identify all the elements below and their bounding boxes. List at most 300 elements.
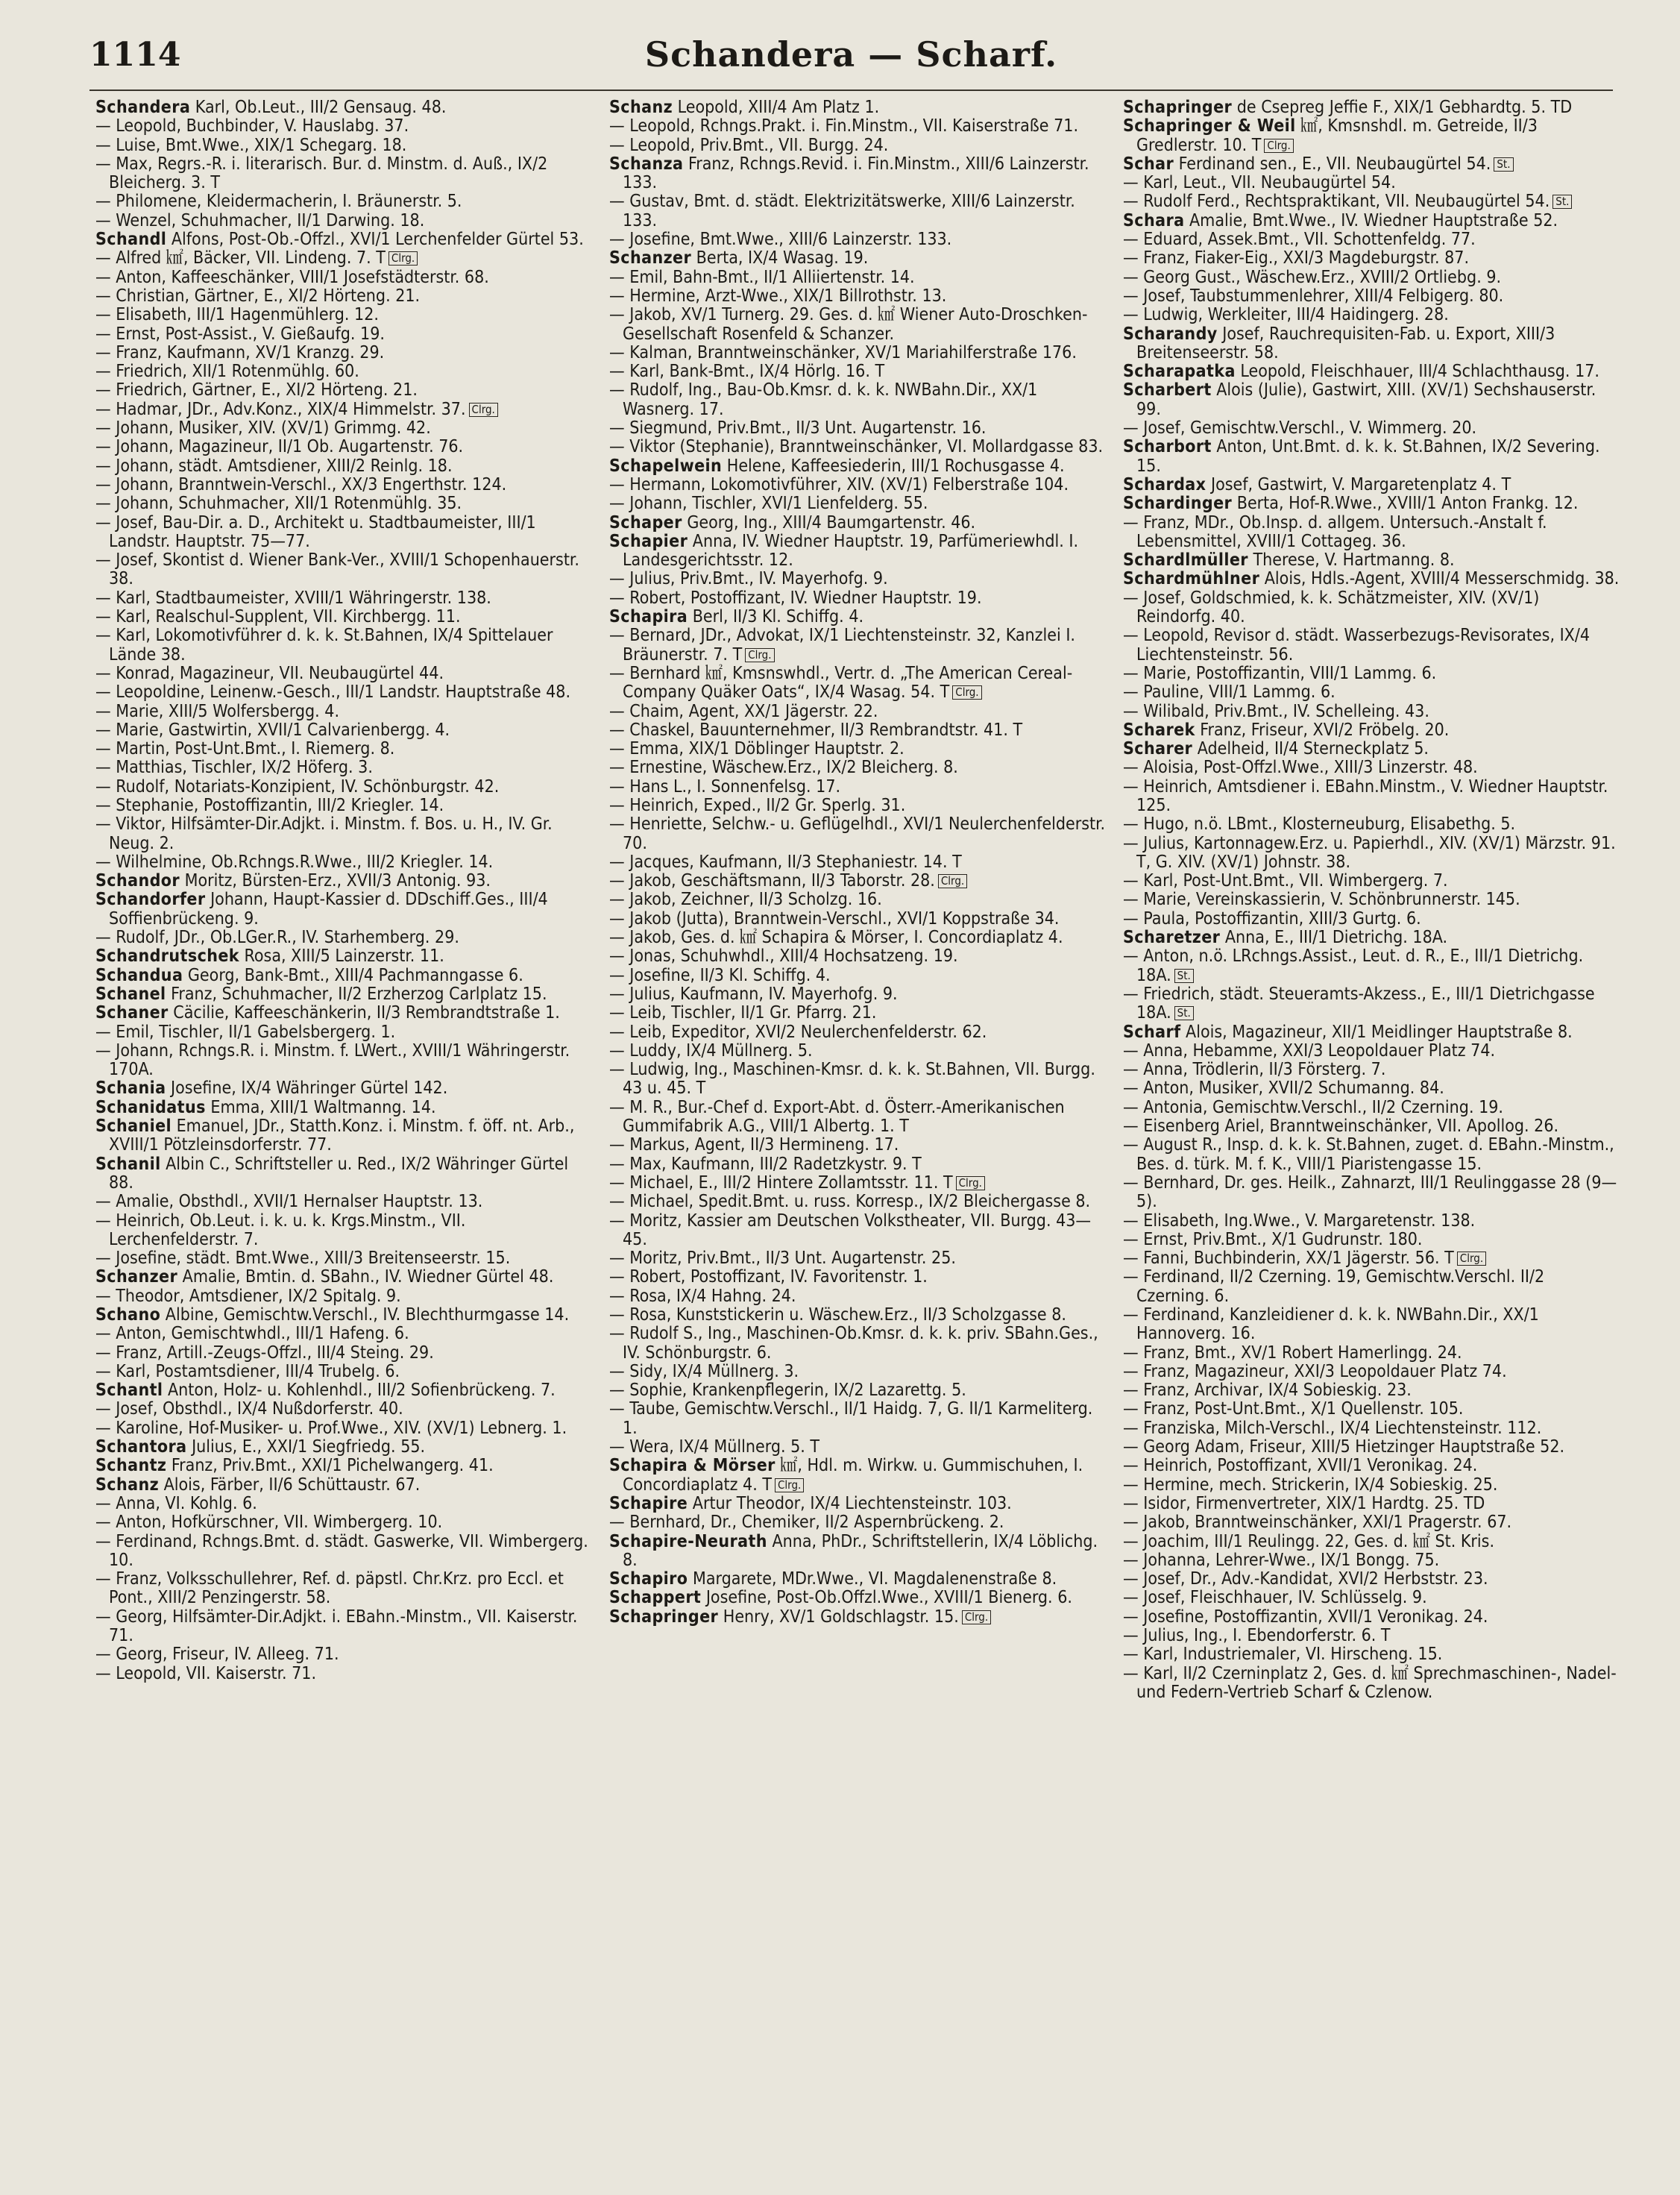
entry-surname: Schanidatus (95, 1097, 206, 1117)
entry-text: Karl, Ob.Leut., III/2 Gensaug. 48. (195, 98, 447, 117)
entry-text: — Anton, n.ö. LRchngs.Assist., Leut. d. R., E., III/1 Dietrichg. 18A. (1123, 946, 1584, 985)
directory-entry (95, 721, 593, 740)
entry-surname: Schania (95, 1078, 166, 1099)
directory-entry (1123, 683, 1620, 702)
entry-surname: Schantora (95, 1437, 187, 1457)
directory-entry (609, 98, 1107, 117)
entry-text: — Konrad, Magazineur, VII. Neubaugürtel 44. (95, 663, 444, 683)
entry-text: Margarete, MDr.Wwe., VI. Magdalenenstraße 8. (692, 1569, 1057, 1589)
directory-entry (1123, 192, 1620, 211)
entry-text: — Bernhard, Dr. ges. Heilk., Zahnarzt, III/1 Reulinggasse 28 (9—5). (1123, 1172, 1617, 1212)
entry-text: — Leopold, Buchbinder, V. Hauslabg. 37. (95, 116, 409, 136)
directory-entry (95, 401, 593, 419)
directory-entry (1123, 1231, 1620, 1249)
entry-text: — Bernhard, Dr., Chemiker, II/2 Aspernbrückeng. 2. (609, 1513, 1004, 1533)
directory-entry (1123, 1457, 1620, 1475)
entry-text: Alfons, Post-Ob.-Offzl., XVI/1 Lerchenfelder Gürtel 53. (171, 230, 584, 250)
entry-text: — Sidy, IX/4 Müllnerg. 3. (609, 1361, 799, 1381)
directory-entry (95, 1287, 593, 1306)
directory-entry (95, 230, 593, 249)
page-header (89, 30, 1613, 90)
directory-entry (1123, 1645, 1620, 1664)
entry-text: — Emma, XIX/1 Döblinger Hauptstr. 2. (609, 739, 905, 759)
directory-entry (95, 872, 593, 891)
entry-text: — Jakob, Ges. d. ㎢ Schapira & Mörser, I. Concordiaplatz 4. (609, 928, 1063, 948)
entry-text: — Anton, Musiker, XVII/2 Schumanng. 84. (1123, 1078, 1444, 1099)
directory-entry (95, 551, 593, 589)
directory-entry (609, 703, 1107, 721)
entry-text: — Leopold, Rchngs.Prakt. i. Fin.Minstm., VII. Kaiserstraße 71. (609, 116, 1079, 136)
directory-entry (609, 362, 1107, 381)
directory-entry (1123, 1099, 1620, 1117)
entry-text: — Karl, Postamtsdiener, III/4 Trubelg. 6. (95, 1361, 400, 1381)
entry-text: Therese, V. Hartmanng. 8. (1253, 550, 1455, 571)
directory-entry (95, 891, 593, 929)
entry-text: — Max, Regrs.-R. i. literarisch. Bur. d. Minstm. d. Auß., IX/2 Bleicherg. 3. T (95, 154, 548, 193)
directory-entry (95, 797, 593, 815)
entry-text: Anton, Unt.Bmt. d. k. k. St.Bahnen, IX/2 Severing. 15. (1136, 437, 1600, 476)
entry-text: — Georg, Friseur, IV. Alleeg. 71. (95, 1645, 339, 1665)
entry-tag-box: Clrg. (938, 874, 967, 888)
entry-surname: Schandera (95, 98, 191, 117)
entry-surname: Schaniel (95, 1117, 172, 1137)
entry-text: Anna, PhDr., Schriftstellerin, IX/4 Löblichg. 8. (623, 1531, 1098, 1570)
entry-text: — Josefine, städt. Bmt.Wwe., XIII/3 Breitenseerstr. 15. (95, 1249, 511, 1269)
directory-entry (609, 155, 1107, 193)
directory-entry (1123, 1381, 1620, 1400)
entry-text: — Jakob, XV/1 Turnerg. 29. Ges. d. ㎢ Wiener Auto-Droschken-Gesellschaft Rosenfeld & Schanzer. (609, 305, 1088, 344)
entry-text: — Ernestine, Wäschew.Erz., IX/2 Bleicherg. 8. (609, 758, 958, 778)
entry-surname: Scharbort (1123, 437, 1212, 457)
directory-entry (95, 494, 593, 513)
entry-text: — Robert, Postoffizant, IV. Favoritenstr. 1. (609, 1267, 928, 1287)
directory-entry (95, 1212, 593, 1250)
entry-text: — Johann, städt. Amtsdiener, XIII/2 Reinlg. 18. (95, 456, 453, 476)
entry-text: — Johann, Magazineur, II/1 Ob. Augartenstr. 76. (95, 437, 464, 457)
entry-tag-box: Clrg. (388, 251, 418, 266)
directory-entry (95, 98, 593, 117)
entry-text: — Alfred ㎢, Bäcker, VII. Lindeng. 7. T (95, 248, 386, 269)
header-rule (89, 90, 1613, 91)
entry-text: — Franz, Archivar, IX/4 Sobieskig. 23. (1123, 1381, 1412, 1401)
directory-entry (609, 344, 1107, 362)
entry-text: — Matthias, Tischler, IX/2 Höferg. 3. (95, 758, 373, 778)
entry-text: — Marie, Vereinskassierin, V. Schönbrunnerstr. 145. (1123, 890, 1520, 910)
directory-entry (95, 1665, 593, 1683)
directory-entry (609, 1438, 1107, 1457)
directory-entry (1123, 1268, 1620, 1306)
entry-text: — Aloisia, Post-Offzl.Wwe., XIII/3 Linzerstr. 48. (1123, 758, 1478, 778)
entry-text: — Hermine, mech. Strickerin, IX/4 Sobieskig. 25. (1123, 1475, 1498, 1495)
entry-text: — Marie, Gastwirtin, XVII/1 Calvarienbergg. 4. (95, 720, 450, 740)
directory-entry (609, 230, 1107, 249)
entry-text: — Wenzel, Schuhmacher, II/1 Darwing. 18. (95, 210, 425, 230)
directory-entry (95, 362, 593, 381)
directory-entry (1123, 1627, 1620, 1645)
entry-text: — Elisabeth, Ing.Wwe., V. Margaretenstr. 138. (1123, 1210, 1476, 1231)
entry-text: — Luddy, IX/4 Müllnerg. 5. (609, 1040, 813, 1061)
directory-entry (95, 1419, 593, 1438)
directory-entry (609, 117, 1107, 136)
entry-text: — Jakob, Branntweinschänker, XXI/1 Pragerstr. 67. (1123, 1513, 1512, 1533)
directory-entry (95, 1023, 593, 1042)
entry-text: — Kalman, Branntweinschänker, XV/1 Mariahilferstraße 176. (609, 342, 1077, 362)
directory-entry (1123, 947, 1620, 985)
entry-text: — Anna, Hebamme, XXI/3 Leopoldauer Platz 74. (1123, 1040, 1496, 1061)
directory-entry (1123, 117, 1620, 155)
directory-entry (609, 136, 1107, 155)
entry-text: — Johann, Branntwein-Verschl., XX/3 Engerthstr. 124. (95, 474, 507, 494)
entry-text: — Franz, Volksschullehrer, Ref. d. päpstl. Chr.Krz. pro Eccl. et Pont., XIII/2 Penzingerstr. 58. (95, 1569, 564, 1608)
directory-entry (609, 815, 1107, 853)
entry-text: Ferdinand sen., E., VII. Neubaugürtel 54. (1178, 154, 1491, 174)
directory-entry (609, 929, 1107, 947)
entry-text: — Georg Gust., Wäschew.Erz., XVIII/2 Ortliebg. 9. (1123, 267, 1502, 287)
entry-text: — Moritz, Priv.Bmt., II/3 Unt. Augartenstr. 25. (609, 1249, 956, 1269)
entry-text: — Hans L., I. Sonnenfelsg. 17. (609, 776, 841, 797)
directory-entry (609, 494, 1107, 513)
entry-text: Georg, Bank-Bmt., XIII/4 Pachmanngasse 6. (187, 965, 523, 985)
directory-entry (95, 1381, 593, 1400)
entry-text: — Franz, Kaufmann, XV/1 Kranzg. 29. (95, 342, 385, 362)
entry-text: Henry, XV/1 Goldschlagstr. 15. (723, 1607, 959, 1627)
directory-entry (609, 797, 1107, 815)
directory-entry (1123, 570, 1620, 588)
directory-entry (609, 1513, 1107, 1532)
entry-text: — Josef, Gemischtw.Verschl., V. Wimmerg. 20. (1123, 418, 1477, 439)
entry-text: — Paula, Postoffizantin, XIII/3 Gurtg. 6. (1123, 908, 1421, 929)
directory-entry (609, 1212, 1107, 1250)
directory-entry (609, 287, 1107, 306)
entry-tag-box: Clrg. (962, 1610, 991, 1624)
entry-surname: Schapringer (1123, 98, 1233, 117)
entry-text: — Marie, XIII/5 Wolfersbergg. 4. (95, 701, 340, 721)
entry-text: — Bernhard ㎢, Kmsnswhdl., Vertr. d. „The American Cereal-Company Quäker Oats“, IX/4 Wasag. 54. T (609, 663, 1073, 703)
directory-entry (1123, 438, 1620, 476)
entry-surname: Scharf (1123, 1022, 1181, 1042)
entry-surname: Schantz (95, 1456, 167, 1476)
directory-entry (1123, 721, 1620, 740)
directory-entry (609, 457, 1107, 476)
entry-text: Moritz, Bürsten-Erz., XVII/3 Antonig. 93. (184, 871, 491, 891)
entry-text: — Bernard, JDr., Advokat, IX/1 Liechtensteinstr. 32, Kanzlei I. Bräunerstr. 7. T (609, 626, 1075, 665)
directory-entry (1123, 249, 1620, 268)
entry-text: — Hadmar, JDr., Adv.Konz., XIX/4 Himmelstr. 37. (95, 399, 466, 419)
entry-tag-box: St. (1174, 1006, 1194, 1020)
entry-text: Amalie, Bmtin. d. SBahn., IV. Wiedner Gürtel 48. (182, 1267, 554, 1287)
entry-text: Alois, Magazineur, XII/1 Meidlinger Hauptstraße 8. (1186, 1022, 1573, 1042)
entry-text: — Franz, Bmt., XV/1 Robert Hamerlingg. 24. (1123, 1343, 1462, 1363)
directory-entry (1123, 551, 1620, 570)
entry-text: Cäcilie, Kaffeeschänkerin, II/3 Rembrandtstraße 1. (173, 1003, 560, 1023)
entry-text: — Anna, Trödlerin, II/3 Försterg. 7. (1123, 1060, 1386, 1080)
entry-text: — Joachim, III/1 Reulingg. 22, Ges. d. ㎢ St. Kris. (1123, 1531, 1495, 1551)
directory-entry (95, 269, 593, 287)
directory-entry (95, 1457, 593, 1475)
entry-text: — Franz, Artill.-Zeugs-Offzl., III/4 Steing. 29. (95, 1343, 434, 1363)
entry-text: — Rosa, IX/4 Hahng. 24. (609, 1286, 796, 1306)
entry-text: Alois, Färber, II/6 Schüttaustr. 67. (163, 1475, 421, 1495)
entry-text: — Johann, Schuhmacher, XII/1 Rotenmühlg. 35. (95, 494, 462, 514)
entry-text: — Antonia, Gemischtw.Verschl., II/2 Czerning. 19. (1123, 1097, 1503, 1117)
directory-entry (609, 1306, 1107, 1325)
entry-text: Rosa, XIII/5 Lainzerstr. 11. (244, 946, 444, 967)
entry-text: — Eduard, Assek.Bmt., VII. Schottenfeldg. 77. (1123, 230, 1476, 250)
directory-entry (95, 419, 593, 438)
directory-entry (609, 1457, 1107, 1495)
directory-entry (95, 985, 593, 1004)
entry-text: Georg, Ing., XIII/4 Baumgartenstr. 46. (687, 512, 976, 533)
directory-entry (609, 891, 1107, 909)
entry-surname: Schanzer (609, 248, 692, 269)
directory-entry (1123, 1174, 1620, 1212)
entry-text: — Heinrich, Amtsdiener i. EBahn.Minstm., V. Wiedner Hauptstr. 125. (1123, 776, 1608, 815)
entry-text: — Wera, IX/4 Müllnerg. 5. T (609, 1437, 820, 1457)
entry-text: — Hugo, n.ö. LBmt., Klosterneuburg, Elisabethg. 5. (1123, 814, 1516, 835)
entry-text: — Georg, Hilfsämter-Dir.Adjkt. i. EBahn.-Minstm., VII. Kaiserstr. 71. (95, 1607, 578, 1646)
entry-text: — Elisabeth, III/1 Hagenmühlerg. 12. (95, 305, 379, 325)
directory-entry (95, 703, 593, 721)
entry-text: — Jakob, Zeichner, II/3 Scholzg. 16. (609, 890, 882, 910)
directory-entry (1123, 1419, 1620, 1438)
entry-surname: Schapringer (609, 1607, 719, 1627)
entry-surname: Scharek (1123, 720, 1195, 740)
directory-entry (609, 1136, 1107, 1155)
entry-text: — Luise, Bmt.Wwe., XIX/1 Schegarg. 18. (95, 135, 407, 155)
column-2 (609, 98, 1107, 2165)
entry-surname: Scharapatka (1123, 362, 1236, 382)
entry-text: Franz, Friseur, XVI/2 Fröbelg. 20. (1200, 720, 1450, 740)
page-number: 1114 (89, 36, 181, 74)
entry-text: — Johanna, Lehrer-Wwe., IX/1 Bongg. 75. (1123, 1550, 1440, 1570)
directory-entry (95, 589, 593, 608)
directory-entry (1123, 514, 1620, 552)
entry-tag-box: Clrg. (469, 403, 498, 417)
directory-entry (609, 381, 1107, 419)
entry-surname: Schaner (95, 1003, 169, 1023)
directory-entry (1123, 1061, 1620, 1079)
directory-entry (1123, 230, 1620, 249)
entry-text: — Chaskel, Bauunternehmer, II/3 Rembrandtstr. 41. T (609, 720, 1023, 740)
directory-entry (1123, 1513, 1620, 1532)
directory-entry (95, 1099, 593, 1117)
directory-entry (1123, 929, 1620, 947)
entry-text: — Jakob, Geschäftsmann, II/3 Taborstr. 28. (609, 871, 935, 891)
entry-text: Amalie, Bmt.Wwe., IV. Wiedner Hauptstraße 52. (1189, 210, 1558, 230)
directory-entry (609, 476, 1107, 494)
directory-entry (95, 306, 593, 324)
entry-text: — Josef, Obsthdl., IX/4 Nußdorferstr. 40. (95, 1399, 403, 1419)
directory-entry (609, 1004, 1107, 1023)
entry-surname: Schapira & Mörser (609, 1456, 775, 1476)
directory-entry (609, 1589, 1107, 1607)
entry-surname: Schapira (609, 607, 688, 627)
directory-entry (1123, 759, 1620, 777)
entry-text: — Karl, Post-Unt.Bmt., VII. Wimbergerg. 7. (1123, 871, 1448, 891)
directory-entry (609, 721, 1107, 740)
directory-entry (1123, 1306, 1620, 1344)
directory-entry (1123, 155, 1620, 174)
directory-entry (609, 1400, 1107, 1438)
directory-entry (95, 117, 593, 136)
entry-text: Berl, II/3 Kl. Schiffg. 4. (692, 607, 864, 627)
entry-text: — Friedrich, städt. Steueramts-Akzess., E., III/1 Dietrichgasse 18A. (1123, 984, 1595, 1023)
entry-surname: Schanil (95, 1154, 161, 1174)
entry-surname: Schapelwein (609, 456, 723, 476)
entry-text: — Josefine, Postoffizantin, XVII/1 Veronikag. 24. (1123, 1607, 1488, 1627)
entry-text: — Karl, Lokomotivführer d. k. k. St.Bahnen, IX/4 Spittelauer Lände 38. (95, 626, 553, 665)
directory-entry (1123, 287, 1620, 306)
entry-surname: Schardinger (1123, 494, 1233, 514)
entry-text: — Christian, Gärtner, E., XI/2 Hörteng. 21. (95, 286, 421, 306)
directory-entry (95, 136, 593, 155)
directory-entry (609, 1363, 1107, 1381)
column-1 (95, 98, 593, 2165)
entry-surname: Scharandy (1123, 324, 1218, 344)
entry-text: — Leib, Expeditor, XVI/2 Neulerchenfelderstr. 62. (609, 1022, 987, 1042)
entry-text: Adelheid, II/4 Sterneckplatz 5. (1197, 739, 1429, 759)
directory-entry (1123, 1249, 1620, 1268)
directory-entry (95, 1476, 593, 1495)
entry-text: — Heinrich, Postoffizant, XVII/1 Veronikag. 24. (1123, 1456, 1478, 1476)
entry-surname: Schandua (95, 965, 183, 985)
entry-text: ㎢, Kmsnshdl. m. Getreide, II/3 Gredlerstr. 10. T (1136, 116, 1538, 155)
directory-entry (1123, 815, 1620, 834)
entry-text: — Sophie, Krankenpflegerin, IX/2 Lazarettg. 5. (609, 1381, 966, 1401)
directory-entry (1123, 778, 1620, 816)
directory-entry (1123, 1042, 1620, 1061)
directory-entry (95, 1533, 593, 1571)
directory-entry (609, 514, 1107, 533)
entry-text: — Karl, Realschul-Supplent, VII. Kirchbergg. 11. (95, 607, 461, 627)
entry-text: Albine, Gemischtw.Verschl., IV. Blechthurmgasse 14. (165, 1305, 570, 1325)
entry-text: — Amalie, Obsthdl., XVII/1 Hernalser Hauptstr. 13. (95, 1192, 483, 1212)
entry-text: — Georg Adam, Friseur, XIII/5 Hietzinger Hauptstraße 52. (1123, 1437, 1565, 1457)
directory-entry (1123, 325, 1620, 363)
directory-entry (95, 381, 593, 400)
entry-surname: Schandorfer (95, 890, 206, 910)
entry-surname: Schano (95, 1305, 161, 1325)
directory-entry (609, 1193, 1107, 1211)
directory-entry (95, 1513, 593, 1532)
directory-entry (609, 1268, 1107, 1287)
entry-text: — Franz, Post-Unt.Bmt., X/1 Quellenstr. 105. (1123, 1399, 1464, 1419)
directory-entry (95, 287, 593, 306)
directory-entry (95, 212, 593, 230)
entry-text: — Franziska, Milch-Verschl., IX/4 Liechtensteinstr. 112. (1123, 1418, 1542, 1438)
entry-text: Johann, Haupt-Kassier d. DDschiff.Ges., III/4 Soffienbrückeng. 9. (109, 890, 548, 929)
entry-text: — Leopold, Priv.Bmt., VII. Burgg. 24. (609, 135, 889, 155)
entry-text: — Viktor, Hilfsämter-Dir.Adjkt. i. Minstm. f. Bos. u. H., IV. Gr. Neug. 2. (95, 814, 553, 853)
entry-tag-box: St. (1552, 195, 1572, 209)
entry-text: Helene, Kaffeesiederin, III/1 Rochusgasse 4. (726, 456, 1065, 476)
directory-entry (1123, 1117, 1620, 1136)
directory-entry (1123, 835, 1620, 873)
directory-entry (609, 570, 1107, 588)
entry-surname: Schardlmüller (1123, 550, 1248, 571)
directory-entry (95, 759, 593, 777)
entry-surname: Schaper (609, 512, 682, 533)
entry-surname: Schapiro (609, 1569, 688, 1589)
directory-entry (1123, 665, 1620, 683)
entry-text: — Julius, Kartonnagew.Erz. u. Papierhdl., XIV. (XV/1) Märzstr. 91. T, G. XIV. (XV/1) Johnstr. 38. (1123, 833, 1616, 872)
directory-entry (1123, 872, 1620, 891)
entry-text: ㎢, Hdl. m. Wirkw. u. Gummischuhen, I. Concordiaplatz 4. T (623, 1456, 1083, 1495)
directory-entry (609, 1287, 1107, 1306)
directory-entry (609, 1533, 1107, 1571)
directory-entry (1123, 1023, 1620, 1042)
directory-entry (95, 815, 593, 853)
directory-entry (1123, 1495, 1620, 1513)
entry-surname: Schar (1123, 154, 1174, 174)
entry-text: Franz, Priv.Bmt., XXI/1 Pichelwangerg. 41. (171, 1456, 494, 1476)
directory-entry (1123, 494, 1620, 513)
entry-text: — Karl, Leut., VII. Neubaugürtel 54. (1123, 173, 1396, 193)
entry-text: — Ernst, Priv.Bmt., X/1 Gudrunstr. 180. (1123, 1229, 1423, 1249)
entry-tag-box: Clrg. (745, 648, 774, 662)
directory-entry (1123, 1533, 1620, 1551)
directory-entry (95, 1004, 593, 1023)
entry-surname: Schandrutschek (95, 946, 239, 967)
entry-text: — Hermann, Lokomotivführer, XIV. (XV/1) Felberstraße 104. (609, 474, 1069, 494)
directory-entry (95, 514, 593, 552)
directory-entry (95, 1117, 593, 1155)
entry-text: — Jakob (Jutta), Branntwein-Verschl., XVI/1 Koppstraße 34. (609, 908, 1060, 929)
entry-surname: Scharetzer (1123, 928, 1221, 948)
entry-tag-box: Clrg. (1457, 1252, 1486, 1266)
entry-tag-box: Clrg. (775, 1478, 804, 1492)
directory-entry (609, 740, 1107, 759)
entry-text: — Gustav, Bmt. d. städt. Elektrizitätswerke, XIII/6 Lainzerstr. 133. (609, 192, 1075, 230)
entry-text: Franz, Schuhmacher, II/2 Erzherzog Carlplatz 15. (171, 984, 547, 1004)
entry-text: Berta, IX/4 Wasag. 19. (696, 248, 869, 269)
directory-entry (609, 1042, 1107, 1061)
entry-text: Anna, IV. Wiedner Hauptstr. 19, Parfümeriewhdl. I. Landesgerichtsstr. 12. (623, 531, 1079, 571)
directory-entry (1123, 1212, 1620, 1231)
entry-text: — Ernst, Post-Assist., V. Gießaufg. 19. (95, 324, 385, 344)
directory-entry (1123, 1079, 1620, 1098)
entry-surname: Schapier (609, 531, 688, 551)
entry-text: — Ferdinand, Kanzleidiener d. k. k. NWBahn.Dir., XX/1 Hannoverg. 16. (1123, 1305, 1539, 1344)
directory-entry (1123, 1344, 1620, 1363)
directory-entry (609, 1174, 1107, 1193)
directory-entry (1123, 910, 1620, 929)
entry-text: Berta, Hof-R.Wwe., XVIII/1 Anton Frankg. 12. (1236, 494, 1579, 514)
entry-text: — Ferdinand, Rchngs.Bmt. d. städt. Gaswerke, VII. Wimbergerg. 10. (95, 1531, 588, 1570)
entry-text: — Josef, Taubstummenlehrer, XIII/4 Felbigerg. 80. (1123, 286, 1504, 306)
entry-text: — Josef, Dr., Adv.-Kandidat, XVI/2 Herbststr. 23. (1123, 1569, 1488, 1589)
entry-text: — Josef, Bau-Dir. a. D., Architekt u. Stadtbaumeister, III/1 Landstr. Hauptstr. 75—77. (95, 512, 536, 551)
directory-entry (609, 627, 1107, 665)
entry-text: Emanuel, JDr., Statth.Konz. i. Minstm. f. öff. nt. Arb., XVIII/1 Pötzleinsdorferstr. 77. (109, 1117, 575, 1155)
directory-entry (1123, 1570, 1620, 1589)
directory-entry (1123, 1665, 1620, 1703)
entry-surname: Schardmühlner (1123, 569, 1260, 589)
entry-text: Franz, Rchngs.Revid. i. Fin.Minstm., XIII/6 Lainzerstr. 133. (623, 154, 1089, 193)
directory-entry (609, 1061, 1107, 1099)
directory-entry (1123, 1589, 1620, 1607)
directory-entry (95, 325, 593, 344)
entry-surname: Schanel (95, 984, 166, 1004)
directory-entry (95, 249, 593, 268)
entry-text: — Leopold, VII. Kaiserstr. 71. (95, 1663, 317, 1683)
entry-text: — Martin, Post-Unt.Bmt., I. Riemerg. 8. (95, 739, 395, 759)
entry-text: — Fanni, Buchbinderin, XX/1 Jägerstr. 56. T (1123, 1249, 1454, 1269)
directory-entry (609, 967, 1107, 985)
entry-text: — Anna, VI. Kohlg. 6. (95, 1493, 257, 1513)
directory-entry (95, 665, 593, 683)
directory-entry (95, 476, 593, 494)
